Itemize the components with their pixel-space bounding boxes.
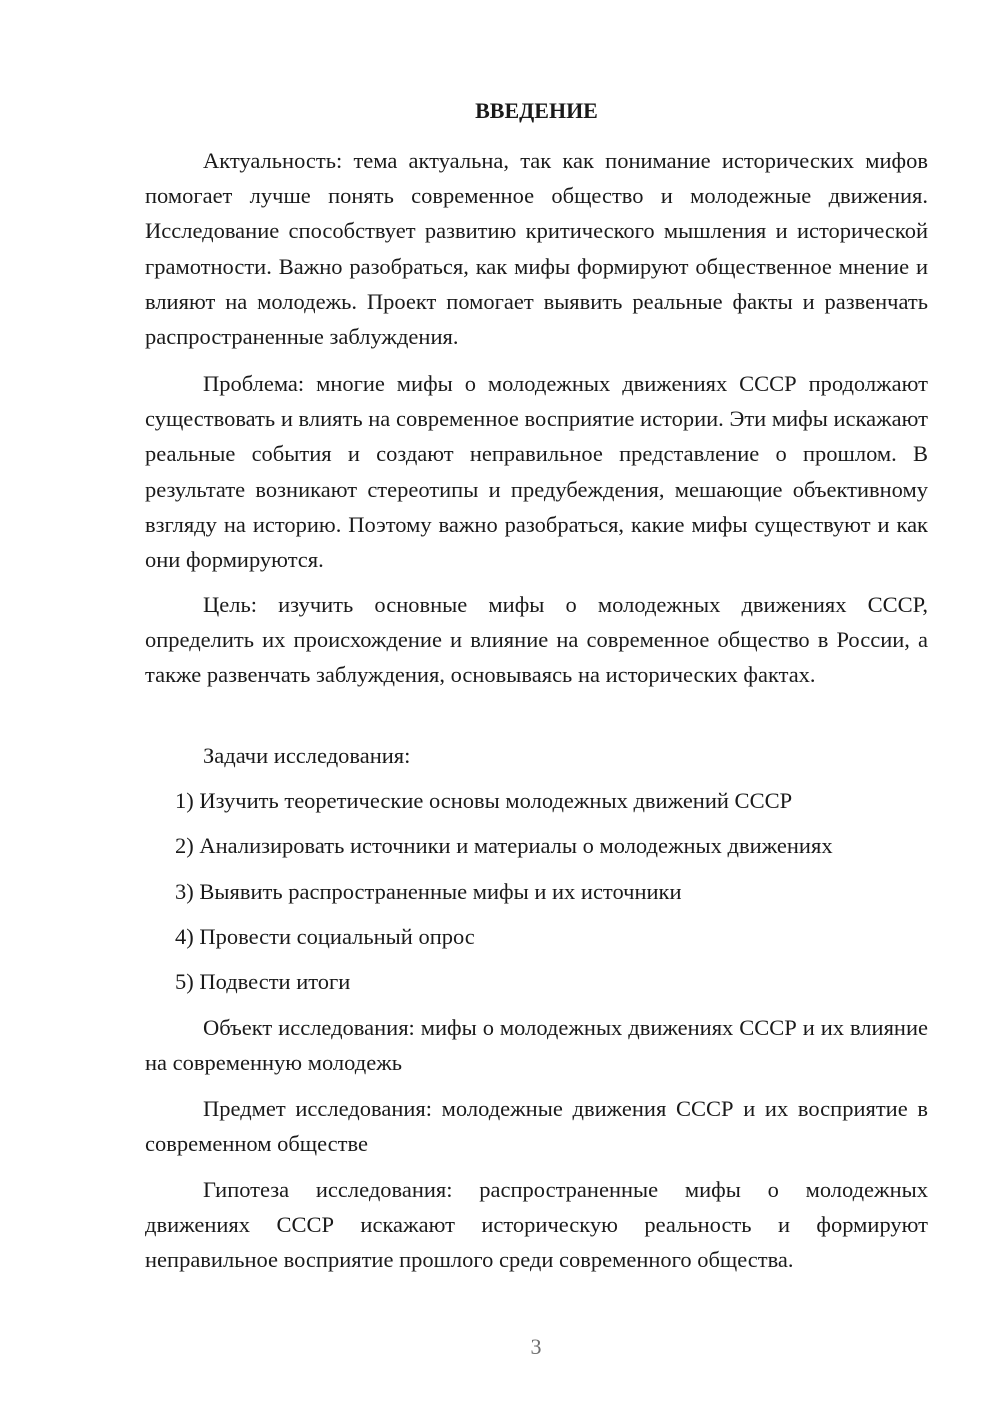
task-item: 3) Выявить распространенные мифы и их источники xyxy=(175,879,682,904)
subject-paragraph: Предмет исследования: молодежные движения СССР и их восприятие в современном обществе xyxy=(145,1096,928,1157)
page-number: 3 xyxy=(530,1334,542,1359)
goal-paragraph: Цель: изучить основные мифы о молодежных движениях СССР, определить их происхождение и влияние на современное общество в России, а также развенчать заблуждения, основываясь на исторических фактах. xyxy=(145,592,928,688)
tasks-heading: Задачи исследования: xyxy=(203,743,411,768)
relevance-paragraph: Актуальность: тема актуальна, так как понимание исторических мифов помогает лучше понять современное общество и молодежные движения. Исследование способствует развитию критического мышления и исторической грамотности. Важно разобраться, как мифы формируют общественное мнение и влияют на молодежь. Проект помогает выявить реальные факты и развенчать распространенные заблуждения. xyxy=(145,148,928,350)
task-item: 1) Изучить теоретические основы молодежных движений СССР xyxy=(175,788,793,813)
object-paragraph: Объект исследования: мифы о молодежных движениях СССР и их влияние на современную молодежь xyxy=(145,1015,928,1076)
hypothesis-paragraph: Гипотеза исследования: распространенные мифы о молодежных движениях СССР искажают историческую реальность и формируют неправильное восприятие прошлого среди современного общества. xyxy=(145,1177,928,1273)
problem-paragraph: Проблема: многие мифы о молодежных движениях СССР продолжают существовать и влиять на современное восприятие истории. Эти мифы искажают реальные события и создают неправильное представление о прошлом. В результате возникают стереотипы и предубеждения, мешающие объективному взгляду на историю. Поэтому важно разобраться, какие мифы существуют и как они формируются. xyxy=(145,371,928,573)
task-item: 4) Провести социальный опрос xyxy=(175,924,475,949)
task-item: 5) Подвести итоги xyxy=(175,969,351,994)
task-item: 2) Анализировать источники и материалы о молодежных движениях xyxy=(175,833,833,858)
section-title: ВВЕДЕНИЕ xyxy=(475,98,598,123)
